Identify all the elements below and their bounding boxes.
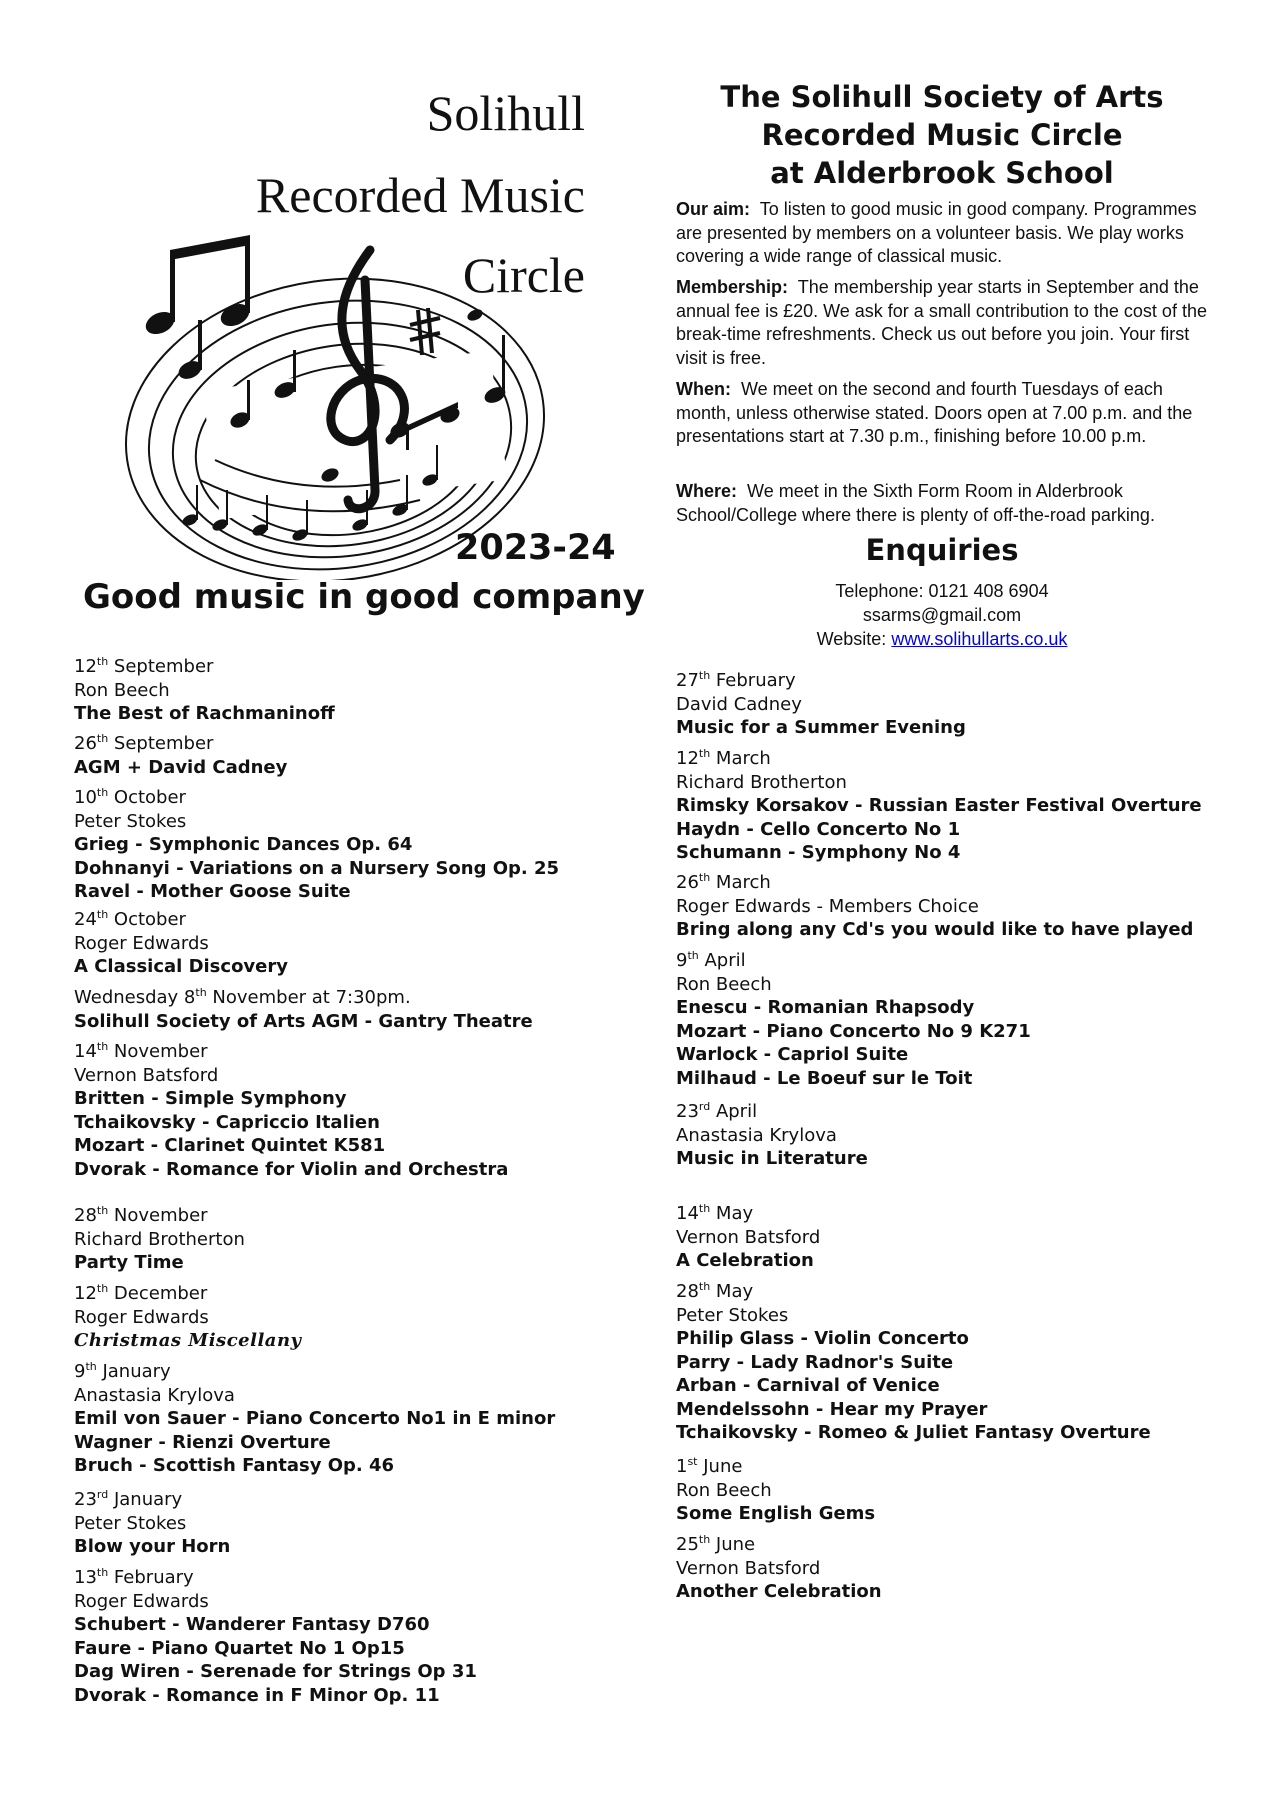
tagline: Good music in good company — [83, 577, 645, 617]
entry-programme-title: AGM + David Cadney — [74, 756, 288, 778]
entry-date — [676, 1280, 1151, 1304]
entry-day-suffix: th — [698, 669, 711, 682]
entry-date — [74, 1040, 508, 1064]
aim-label: Our aim: — [676, 199, 751, 219]
entry-day: 14 — [74, 1041, 97, 1062]
entry-month: November at 7:30pm. — [206, 987, 411, 1008]
entry-presenter: David Cadney — [676, 693, 802, 715]
entry-programme-title: Mozart - Clarinet Quintet K581 — [74, 1135, 386, 1156]
entry-month: February — [108, 1567, 194, 1588]
entry-programme-title: Another Celebration — [676, 1581, 882, 1602]
entry-day-suffix: th — [698, 1280, 711, 1293]
entry-programme-title: Music for a Summer Evening — [676, 717, 966, 738]
entry-programme-title: Schumann - Symphony No 4 — [676, 842, 961, 863]
entry-day-suffix: rd — [96, 1488, 109, 1501]
music-notes-swirl-icon — [100, 80, 600, 580]
entry-date — [676, 1455, 875, 1479]
entry-day: 1 — [676, 1456, 688, 1477]
entry-day: 14 — [676, 1203, 699, 1224]
entry-programme-title: Parry - Lady Radnor's Suite — [676, 1351, 954, 1373]
entry-programme-title: Haydn - Cello Concerto No 1 — [676, 818, 961, 840]
when-label: When: — [676, 379, 731, 399]
entry-programme-title: Some English Gems — [676, 1503, 876, 1524]
entry-presenter: Anastasia Krylova — [74, 1384, 235, 1406]
entry-programme-title: Bring along any Cd's you would like to have played — [676, 919, 1194, 940]
logo-title-line1: Solihull — [426, 85, 585, 141]
entry-day: 27 — [676, 670, 699, 691]
entry-presenter: Ron Beech — [676, 1479, 772, 1501]
entry-programme-title: Schubert - Wanderer Fantasy D760 — [74, 1614, 430, 1635]
society-title-line3: at Alderbrook School — [770, 156, 1114, 190]
entry-programme-title: Ravel - Mother Goose Suite — [74, 881, 351, 902]
enquiries-website — [672, 628, 1212, 652]
entry-programme-title: Emil von Sauer - Piano Concerto No1 in E minor — [74, 1408, 556, 1429]
entry-day: 28 — [676, 1281, 699, 1302]
programme-entry — [676, 1280, 1151, 1445]
entry-day-suffix: th — [698, 747, 711, 760]
entry-day: 12 — [74, 656, 97, 677]
entry-day-suffix: st — [687, 1455, 698, 1468]
entry-programme-title: A Classical Discovery — [74, 956, 288, 977]
entry-month: June — [710, 1534, 756, 1555]
entry-programme-title: Dag Wiren - Serenade for Strings Op 31 — [74, 1661, 477, 1682]
entry-day: 9 — [676, 950, 688, 971]
entry-day: 13 — [74, 1567, 97, 1588]
entry-day-suffix: th — [96, 732, 109, 745]
programme-entry — [74, 655, 335, 726]
entry-month: November — [108, 1041, 208, 1062]
entry-presenter: Vernon Batsford — [676, 1226, 821, 1248]
programme-entry — [676, 747, 1202, 865]
programme-entry — [74, 1204, 245, 1275]
entry-presenter: Peter Stokes — [676, 1304, 789, 1326]
entry-presenter: Roger Edwards — [74, 932, 209, 954]
entry-month: April — [698, 950, 746, 971]
entry-day-suffix: th — [195, 986, 207, 999]
programme-entry — [676, 1533, 882, 1604]
entry-programme-title: Britten - Simple Symphony — [74, 1088, 347, 1109]
entry-programme-title: Tchaikovsky - Capriccio Italien — [74, 1111, 380, 1133]
entry-programme-title: Solihull Society of Arts AGM - Gantry Theatre — [74, 1010, 533, 1032]
entry-month: March — [710, 872, 771, 893]
entry-date — [74, 908, 288, 932]
entry-date — [74, 1360, 555, 1384]
entry-date — [676, 747, 1202, 771]
entry-date — [74, 655, 335, 679]
entry-day-suffix: th — [96, 1566, 109, 1579]
membership-paragraph — [676, 276, 1216, 370]
entry-month: May — [710, 1281, 754, 1302]
entry-presenter: Vernon Batsford — [676, 1557, 821, 1579]
entry-presenter: Roger Edwards - Members Choice — [676, 895, 979, 917]
entry-date — [676, 669, 966, 693]
entry-day-suffix: th — [96, 786, 109, 799]
entry-programme-title: Rimsky Korsakov - Russian Easter Festival Overture — [676, 795, 1202, 816]
entry-presenter: Richard Brotherton — [676, 771, 847, 793]
website-link[interactable]: www.solihullarts.co.uk — [891, 629, 1068, 649]
entry-day-suffix: th — [698, 1533, 711, 1546]
entry-programme-title: Warlock - Capriol Suite — [676, 1044, 909, 1065]
music-swirl-logo — [100, 80, 600, 580]
aim-paragraph — [676, 198, 1216, 269]
entry-day-suffix: th — [85, 1360, 97, 1373]
entry-date — [676, 1533, 882, 1557]
entry-presenter: Anastasia Krylova — [676, 1124, 837, 1146]
entry-date — [74, 986, 533, 1010]
entry-month: September — [108, 733, 214, 754]
season-year: 2023-24 — [455, 528, 616, 568]
entry-date — [74, 1204, 245, 1228]
programme-entry — [74, 986, 533, 1033]
programme-entry — [676, 669, 966, 740]
entry-date — [676, 1100, 868, 1124]
programme-entry — [676, 949, 1031, 1090]
entry-day: 10 — [74, 787, 97, 808]
society-title-line2: Recorded Music Circle — [761, 118, 1123, 152]
entry-month: June — [697, 1456, 743, 1477]
society-title — [672, 78, 1212, 192]
entry-presenter: Peter Stokes — [74, 810, 187, 832]
entry-date — [74, 1488, 230, 1512]
entry-day-suffix: rd — [698, 1100, 711, 1113]
enquiries-email: ssarms@gmail.com — [862, 605, 1022, 625]
entry-day: 9 — [74, 1361, 86, 1382]
entry-day-suffix: th — [96, 1282, 109, 1295]
entry-presenter: Peter Stokes — [74, 1512, 187, 1534]
entry-programme-title: Wagner - Rienzi Overture — [74, 1431, 331, 1453]
entry-day: 12 — [676, 748, 699, 769]
entry-programme-title: Blow your Horn — [74, 1536, 231, 1557]
entry-presenter: Ron Beech — [74, 679, 170, 701]
where-text: We meet in the Sixth Form Room in Alderbrook School/College where there is plenty of off-the-road parking. — [676, 481, 1155, 525]
programme-entry — [74, 1282, 302, 1353]
entry-programme-title: Enescu - Romanian Rhapsody — [676, 997, 975, 1018]
entry-day: 24 — [74, 909, 97, 930]
where-label: Where: — [676, 481, 738, 501]
enquiries-telephone: Telephone: 0121 408 6904 — [835, 581, 1049, 601]
entry-date — [676, 871, 1193, 895]
entry-presenter: Vernon Batsford — [74, 1064, 219, 1086]
entry-date — [74, 1282, 302, 1306]
programme-entry — [74, 1566, 477, 1707]
entry-day: 23 — [74, 1489, 97, 1510]
entry-day: 28 — [74, 1205, 97, 1226]
entry-date — [74, 732, 287, 756]
aim-text: To listen to good music in good company. Programmes are presented by members on a volunteer basis. We play works covering a wide range of classical music. — [676, 199, 1197, 266]
entry-date — [74, 786, 559, 810]
programme-entry — [74, 1488, 230, 1559]
entry-programme-title: Dohnanyi - Variations on a Nursery Song Op. 25 — [74, 857, 560, 879]
entry-programme-title: Faure - Piano Quartet No 1 Op15 — [74, 1637, 405, 1659]
when-paragraph — [676, 378, 1216, 449]
programme-entry — [676, 1202, 820, 1273]
entry-programme-title: Bruch - Scottish Fantasy Op. 46 — [74, 1455, 395, 1476]
entry-programme-title: Tchaikovsky - Romeo & Juliet Fantasy Overture — [676, 1422, 1151, 1443]
entry-month: May — [710, 1203, 754, 1224]
when-text: We meet on the second and fourth Tuesdays of each month, unless otherwise stated. Doors open at 7.00 p.m. and the presentations start at 7.30 p.m., finishing before 10.00 p.m. — [676, 379, 1193, 446]
logo-title-line3: Circle — [462, 247, 585, 303]
programme-entry — [74, 1040, 508, 1181]
entry-day-suffix: th — [687, 949, 699, 962]
entry-programme-title: Milhaud - Le Boeuf sur le Toit — [676, 1067, 973, 1089]
entry-day-suffix: th — [698, 1202, 711, 1215]
entry-month: November — [108, 1205, 208, 1226]
entry-presenter: Ron Beech — [676, 973, 772, 995]
entry-presenter: Richard Brotherton — [74, 1228, 245, 1250]
entry-programme-title: Mendelssohn - Hear my Prayer — [676, 1398, 988, 1420]
entry-month: January — [96, 1361, 171, 1382]
where-paragraph — [676, 480, 1216, 527]
entry-programme-title: Philip Glass - Violin Concerto — [676, 1328, 969, 1349]
programme-entry — [74, 1360, 555, 1478]
website-label: Website: — [816, 629, 887, 649]
entry-programme-title: Arban - Carnival of Venice — [676, 1375, 940, 1396]
entry-programme-title: Christmas Miscellany — [74, 1330, 302, 1351]
entry-month: September — [108, 656, 214, 677]
programme-entry — [74, 786, 559, 904]
entry-presenter: Roger Edwards — [74, 1306, 209, 1328]
entry-day: 25 — [676, 1534, 699, 1555]
entry-programme-title: Dvorak - Romance for Violin and Orchestra — [74, 1158, 509, 1180]
entry-month: December — [108, 1283, 208, 1304]
entry-day-suffix: th — [96, 1204, 109, 1217]
entry-programme-title: Dvorak - Romance in F Minor Op. 11 — [74, 1684, 440, 1706]
society-title-line1: The Solihull Society of Arts — [720, 80, 1164, 114]
entry-day: 26 — [74, 733, 97, 754]
entry-day-suffix: th — [698, 871, 711, 884]
entry-day: 23 — [676, 1101, 699, 1122]
entry-programme-title: A Celebration — [676, 1250, 814, 1271]
entry-date — [74, 1566, 477, 1590]
entry-month: October — [108, 909, 186, 930]
entry-presenter: Roger Edwards — [74, 1590, 209, 1612]
logo-title-line2: Recorded Music — [255, 167, 585, 223]
entry-day: 12 — [74, 1283, 97, 1304]
entry-programme-title: Music in Literature — [676, 1148, 868, 1169]
entry-day-suffix: th — [96, 908, 109, 921]
membership-text: The membership year starts in September and the annual fee is £20. We ask for a small contribution to the cost of the break-time refreshments. Check us out before you join. Your first visit is free. — [676, 277, 1207, 368]
programme-entry — [74, 908, 288, 979]
programme-entry — [676, 1455, 875, 1526]
entry-date — [676, 949, 1031, 973]
entry-month: April — [710, 1101, 758, 1122]
entry-month: October — [108, 787, 186, 808]
entry-programme-title: Mozart - Piano Concerto No 9 K271 — [676, 1020, 1031, 1042]
entry-date — [676, 1202, 820, 1226]
entry-day-suffix: th — [96, 1040, 109, 1053]
entry-programme-title: The Best of Rachmaninoff — [74, 703, 335, 724]
entry-day: 26 — [676, 872, 699, 893]
entry-day-suffix: th — [96, 655, 109, 668]
entry-programme-title: Party Time — [74, 1252, 184, 1273]
entry-day: Wednesday 8 — [74, 987, 196, 1008]
entry-programme-title: Grieg - Symphonic Dances Op. 64 — [74, 834, 413, 855]
programme-entry — [676, 1100, 868, 1171]
entry-month: January — [108, 1489, 183, 1510]
programme-entry — [676, 871, 1193, 942]
enquiries-heading: Enquiries — [865, 533, 1019, 567]
programme-entry — [74, 732, 287, 779]
membership-label: Membership: — [676, 277, 789, 297]
entry-month: February — [710, 670, 796, 691]
entry-month: March — [710, 748, 771, 769]
